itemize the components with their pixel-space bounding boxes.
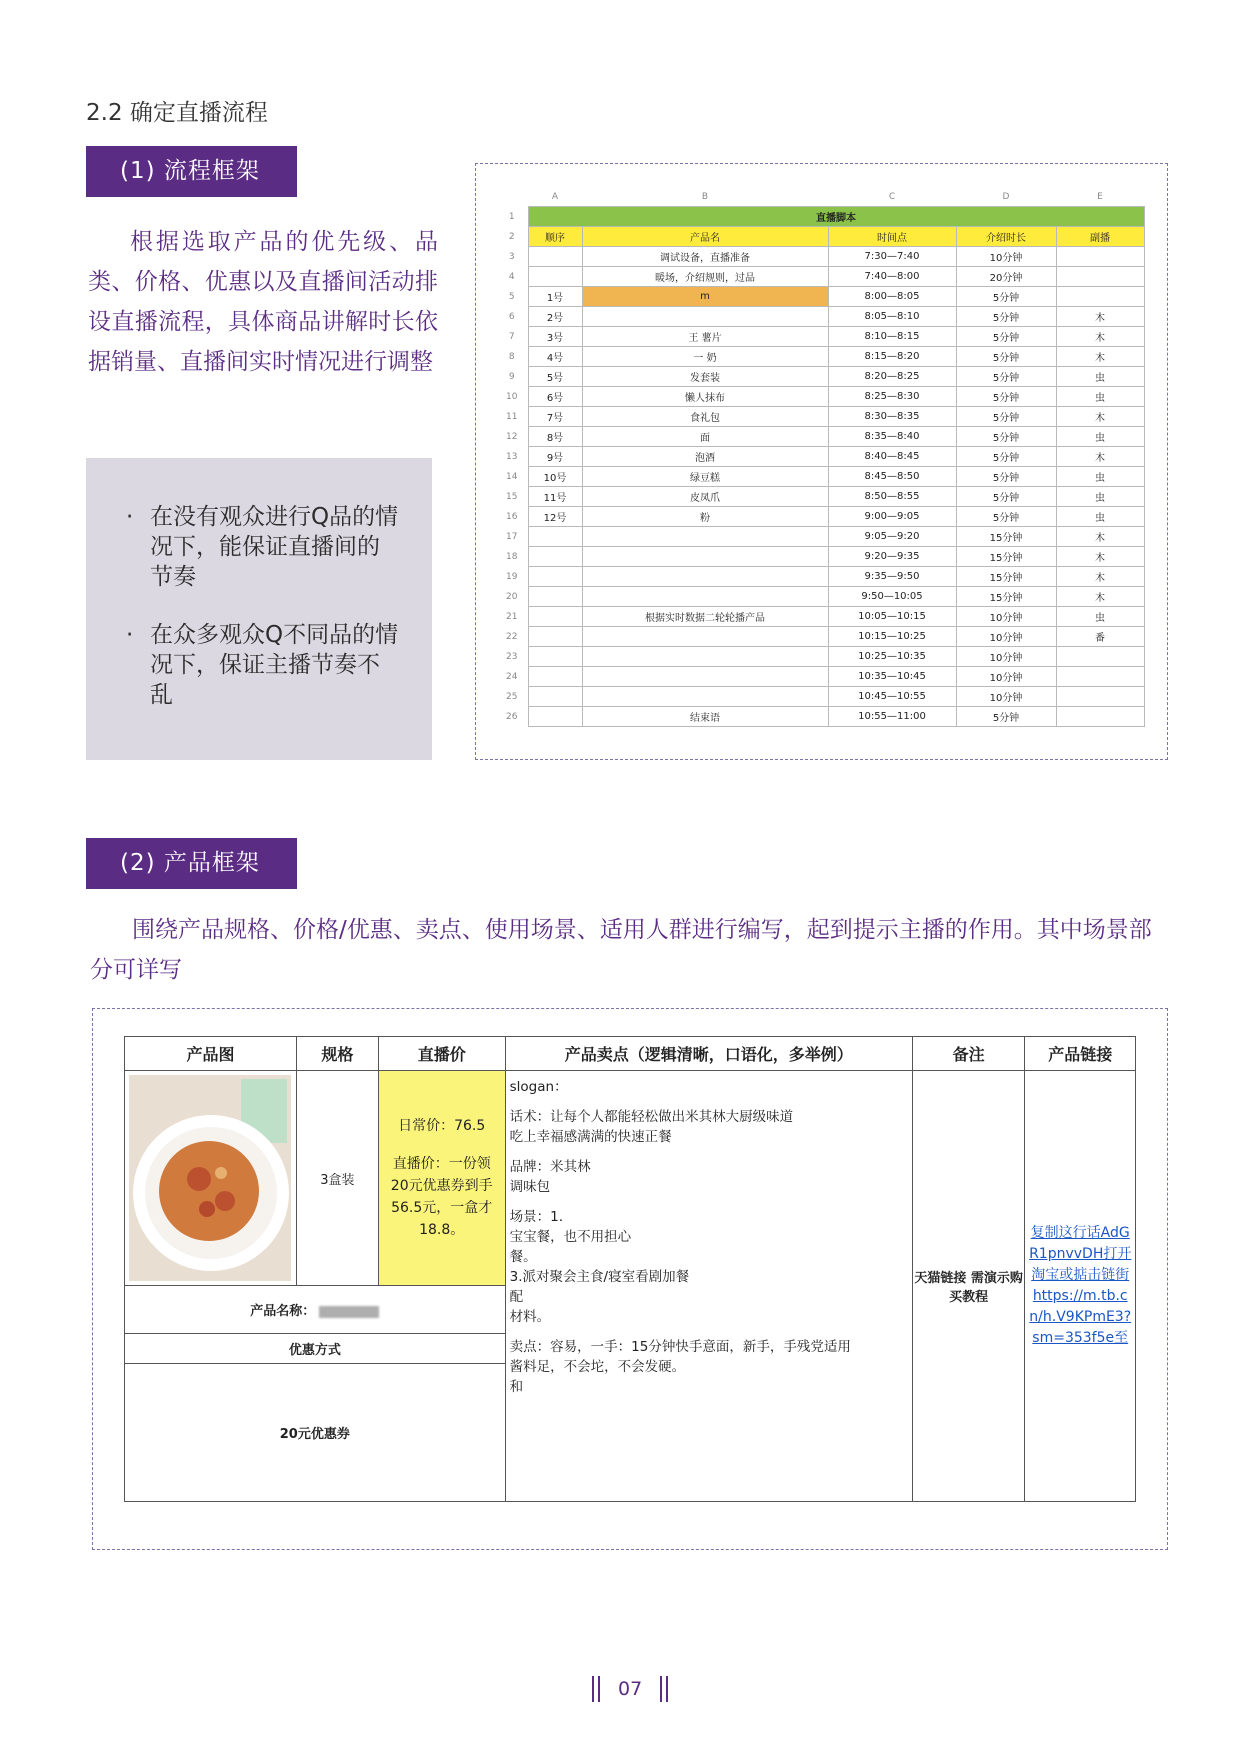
- sheet-row: 13 9号 泡酒 8:40—8:45 5分钟 木: [496, 447, 1144, 467]
- selling-point-line: 3.派对聚会主食/寝室看剧加餐: [509, 1269, 690, 1285]
- daily-price: 日常价：76.5: [398, 1118, 486, 1134]
- sheet-row: 15 11号 皮凤爪 8:50—8:55 5分钟 虫: [496, 487, 1144, 507]
- price-cell: [378, 1071, 505, 1286]
- section-title: 2.2 确定直播流程: [86, 100, 268, 126]
- sheet-row: 25 10:45—10:55 10分钟: [496, 687, 1144, 707]
- product-name-cell: 产品名称：: [125, 1286, 506, 1334]
- sheet-title-row: 1 直播脚本: [496, 207, 1144, 227]
- selling-point-line: 品牌：米其林: [509, 1159, 591, 1175]
- bullet-item: · 在没有观众进行Q品的情况下，能保证直播间的节奏: [126, 504, 399, 590]
- selling-point-line: 和: [509, 1379, 524, 1395]
- flow-framework-paragraph: 根据选取产品的优先级、品类、价格、优惠以及直播间活动排设直播流程，具体商品讲解时长依据销量、直播间实时情况进行调整: [88, 229, 438, 375]
- product-link[interactable]: 复制这行话AdGR1pnvvDH打开淘宝或掂击链街https://m.tb.cn/h.V9KPmE3?sm=353f5e至: [1025, 1071, 1136, 1502]
- discount-label-cell: 优惠方式: [125, 1334, 506, 1364]
- sheet-row: 18 9:20—9:35 15分钟 木: [496, 547, 1144, 567]
- sheet-row: 14 10号 绿豆糕 8:45—8:50 5分钟 虫: [496, 467, 1144, 487]
- selling-point-line: 配: [509, 1289, 524, 1305]
- spec-cell: 3盒装: [296, 1071, 378, 1286]
- selling-point-line: 话术：让每个人都能轻松做出米其林大厨级味道: [509, 1109, 794, 1125]
- sheet-row: 12 8号 面 8:35—8:40 5分钟 虫: [496, 427, 1144, 447]
- selling-point-line: 餐。: [509, 1249, 537, 1265]
- selling-point-line: 材料。: [509, 1309, 551, 1325]
- selling-point-line: 场景：1.: [509, 1209, 564, 1225]
- product-image-cell: [125, 1071, 297, 1286]
- sheet-row: 17 9:05—9:20 15分钟 木: [496, 527, 1144, 547]
- sheet-column-letters: A B C D E: [551, 192, 1103, 202]
- product-framework-paragraph: 围绕产品规格、价格/优惠、卖点、使用场景、适用人群进行编写，起到提示主播的作用。其中场景部分可详写: [90, 917, 1152, 983]
- live-price: 直播价：一份领20元优惠券到手56.5元，一盒才18.8。: [390, 1156, 493, 1238]
- sheet-row: 6 2号 8:05—8:10 5分钟 木: [496, 307, 1144, 327]
- sheet-row: 9 5号 发套装 8:20—8:25 5分钟 虫: [496, 367, 1144, 387]
- sheet-row: 21 根据实时数据二轮轮播产品 10:05—10:15 10分钟 虫: [496, 607, 1144, 627]
- sheet-row: 20 9:50—10:05 15分钟 木: [496, 587, 1144, 607]
- selling-point-line: 调味包: [509, 1179, 551, 1195]
- redacted-name: [319, 1306, 379, 1318]
- bullet-item: · 在众多观众Q不同品的情况下，保证主播节奏不乱: [126, 622, 399, 708]
- selling-point-line: 宝宝餐，也不用担心: [509, 1229, 632, 1245]
- sheet-row: 16 12号 粉 9:00—9:05 5分钟 虫: [496, 507, 1144, 527]
- bullet-box: [86, 458, 432, 760]
- sheet-row: 26 结束语 10:55—11:00 5分钟: [496, 707, 1144, 727]
- product-table: [124, 1036, 1136, 1502]
- pasta-image: [129, 1075, 291, 1281]
- sheet-row: 7 3号 王 薯片 8:10—8:15 5分钟 木: [496, 327, 1144, 347]
- selling-point-line: 吃上幸福感满满的快速正餐: [509, 1129, 672, 1145]
- sheet-row: 19 9:35—9:50 15分钟 木: [496, 567, 1144, 587]
- sheet-row: 22 10:15—10:25 10分钟 番: [496, 627, 1144, 647]
- sheet-row: 11 7号 食礼包 8:30—8:35 5分钟 木: [496, 407, 1144, 427]
- page-number: 07: [590, 1676, 670, 1702]
- selling-point-line: 酱料足，不会坨，不会发硬。: [509, 1359, 686, 1375]
- flow-framework-tag: (1) 流程框架: [86, 146, 297, 197]
- sheet-row: 4 暖场，介绍规则，过品 7:40—8:00 20分钟: [496, 267, 1144, 287]
- sheet-row: 8 4号 一 奶 8:15—8:20 5分钟 木: [496, 347, 1144, 367]
- discount-value-cell: 20元优惠券: [125, 1364, 506, 1502]
- sheet-row: 24 10:35—10:45 10分钟: [496, 667, 1144, 687]
- sheet-row: 3 调试设备，直播准备 7:30—7:40 10分钟: [496, 247, 1144, 267]
- sheet-header-row: 2 顺序 产品名 时间点 介绍时长 副播: [496, 227, 1144, 247]
- selling-point-line: slogan：: [509, 1079, 568, 1095]
- remark-cell: 天猫链接 需演示购买教程: [912, 1071, 1025, 1502]
- product-table-header: 产品图 规格 直播价 产品卖点（逻辑清晰，口语化，多举例） 备注 产品链接: [125, 1037, 1136, 1071]
- product-framework-tag: (2) 产品框架: [86, 838, 297, 889]
- selling-points-cell: [505, 1071, 912, 1502]
- selling-point-line: 卖点：容易，一手：15分钟快手意面，新手，手残党适用: [509, 1339, 851, 1355]
- live-script-sheet: [496, 188, 1144, 727]
- sheet-row: 10 6号 懒人抹布 8:25—8:30 5分钟 虫: [496, 387, 1144, 407]
- sheet-row: 5 1号 m 8:00—8:05 5分钟: [496, 287, 1144, 307]
- sheet-row: 23 10:25—10:35 10分钟: [496, 647, 1144, 667]
